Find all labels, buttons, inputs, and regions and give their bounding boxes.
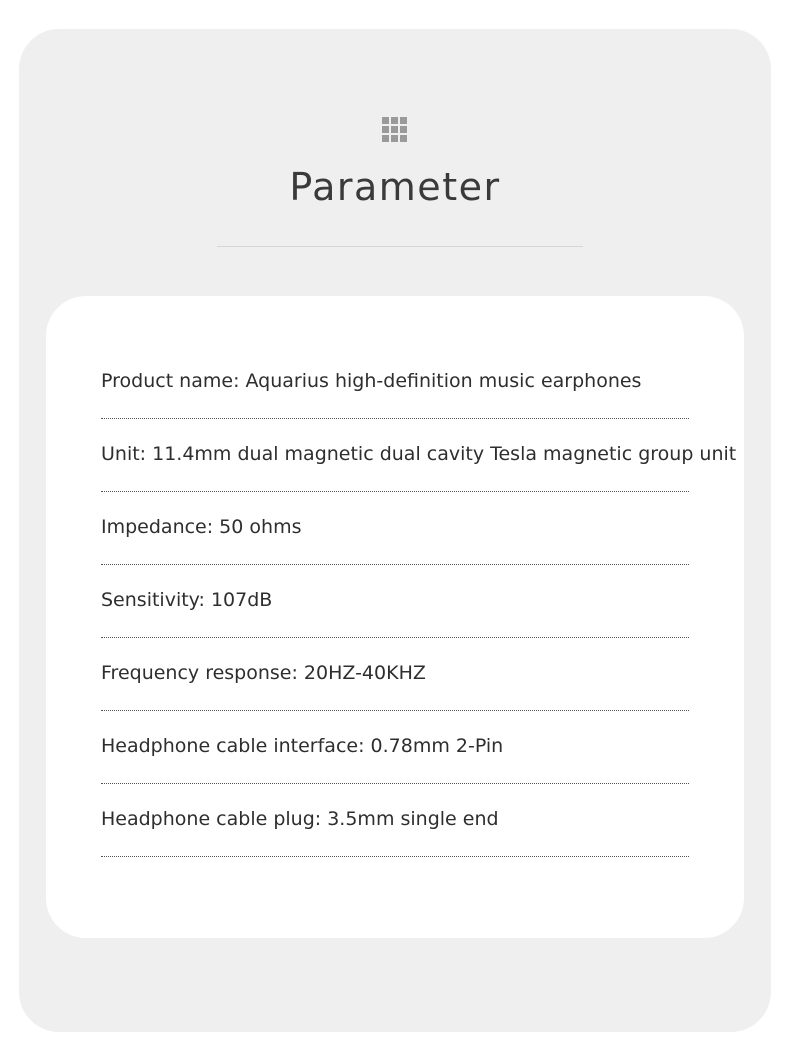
parameter-text: Impedance: 50 ohms xyxy=(101,516,302,538)
parameter-card xyxy=(46,296,744,938)
parameter-text: Sensitivity: 107dB xyxy=(101,589,273,611)
parameter-text: Frequency response: 20HZ-40KHZ xyxy=(101,662,426,684)
parameter-row-product-name xyxy=(101,346,689,419)
parameter-row-impedance xyxy=(101,492,689,565)
parameter-list xyxy=(101,346,737,857)
title-divider xyxy=(217,246,583,247)
parameter-text: Headphone cable interface: 0.78mm 2-Pin xyxy=(101,735,504,757)
parameter-panel xyxy=(19,29,771,1032)
parameter-text: Headphone cable plug: 3.5mm single end xyxy=(101,808,499,830)
grid-icon xyxy=(382,117,408,143)
page-title: Parameter xyxy=(289,165,501,209)
parameter-row-cable-plug xyxy=(101,784,689,857)
parameter-text: Unit: 11.4mm dual magnetic dual cavity Tesla magnetic group unit xyxy=(101,443,737,465)
parameter-text: Product name: Aquarius high-definition music earphones xyxy=(101,370,642,392)
parameter-row-unit xyxy=(101,419,737,492)
parameter-row-cable-interface xyxy=(101,711,689,784)
parameter-row-frequency-response xyxy=(101,638,689,711)
parameter-row-sensitivity xyxy=(101,565,689,638)
